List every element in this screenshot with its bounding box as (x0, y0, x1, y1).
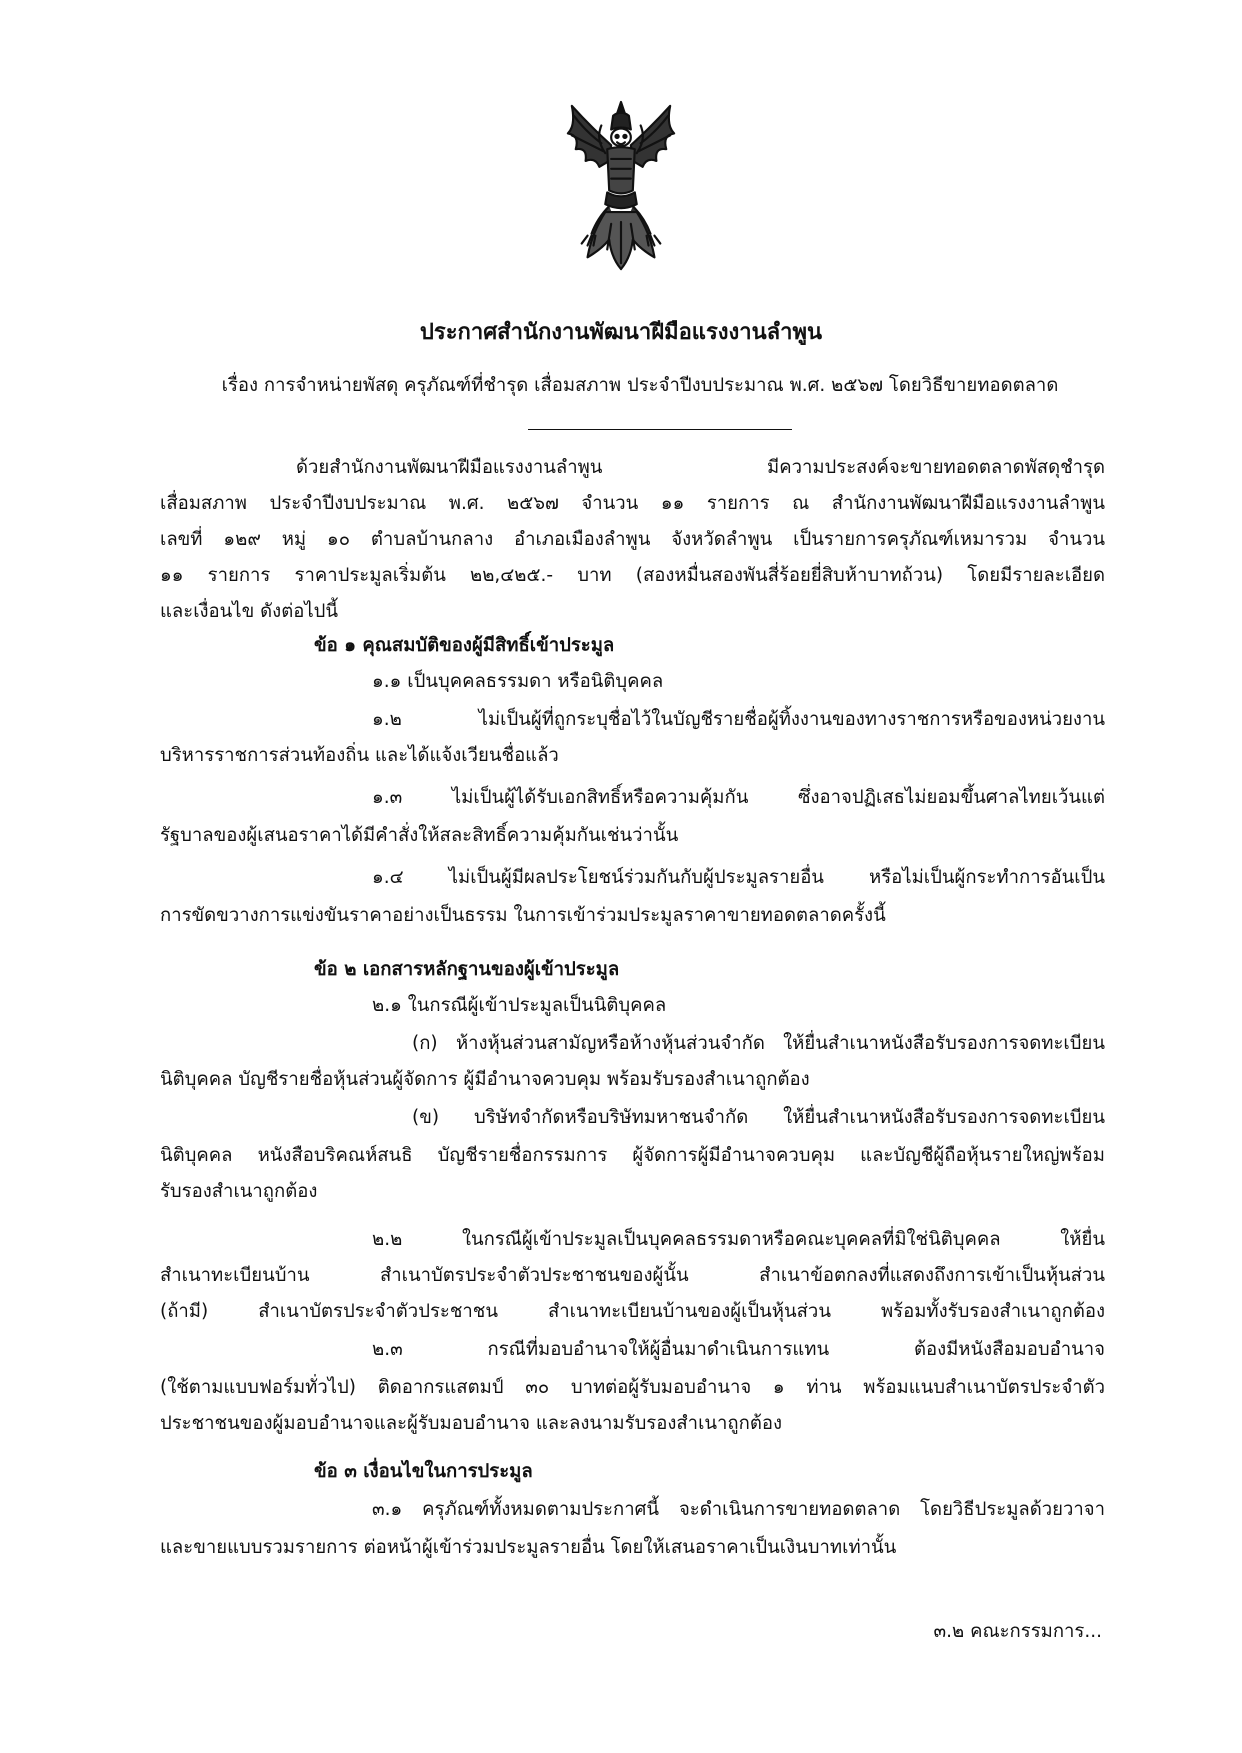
section-2-item-3-cont: ประชาชนของผู้มอบอำนาจและผู้รับมอบอำนาจ และลงนามรับรองสำเนาถูกต้อง (160, 1413, 782, 1434)
section-2-sub-b-cont: นิติบุคคล หนังสือบริคณห์สนธิ บัญชีรายชื่อกรรมการ ผู้จัดการผู้มีอำนาจควบคุม และบัญชีผู้ถือหุ้นรายใหญ่พร้อม (160, 1145, 1105, 1166)
section-1-item-4-cont: การขัดขวางการแข่งขันราคาอย่างเป็นธรรม ในการเข้าร่วมประมูลราคาขายทอดตลาดครั้งนี้ (160, 905, 886, 926)
intro-line: ด้วยสำนักงานพัฒนาฝีมือแรงงานลำพูน มีความประสงค์จะขายทอดตลาดพัสดุชำรุด (296, 457, 1105, 478)
section-2-sub-a: (ก) ห้างหุ้นส่วนสามัญหรือห้างหุ้นส่วนจำกัด ให้ยื่นสำเนาหนังสือรับรองการจดทะเบียน (412, 1033, 1105, 1054)
section-2-item-1: ๒.๑ ในกรณีผู้เข้าประมูลเป็นนิติบุคคล (372, 995, 667, 1016)
section-2-item-2-cont: สำเนาทะเบียนบ้าน สำเนาบัตรประจำตัวประชาชนของผู้นั้น สำเนาข้อตกลงที่แสดงถึงการเข้าเป็นหุ้นส่วน (160, 1265, 1105, 1286)
section-1-item-1: ๑.๑ เป็นบุคคลธรรมดา หรือนิติบุคคล (372, 671, 664, 692)
section-3-heading: ข้อ ๓ เงื่อนไขในการประมูล (314, 1461, 533, 1482)
section-1-item-2: ๑.๒ ไม่เป็นผู้ที่ถูกระบุชื่อไว้ในบัญชีรายชื่อผู้ทิ้งงานของทางราชการหรือของหน่วยงาน (372, 709, 1105, 730)
title-divider (528, 429, 792, 430)
intro-line: เสื่อมสภาพ ประจำปีงบประมาณ พ.ศ. ๒๕๖๗ จำนวน ๑๑ รายการ ณ สำนักงานพัฒนาฝีมือแรงงานลำพูน (160, 493, 1105, 514)
section-2-item-3: ๒.๓ กรณีที่มอบอำนาจให้ผู้อื่นมาดำเนินการแทน ต้องมีหนังสือมอบอำนาจ (372, 1339, 1105, 1360)
section-2-sub-a-cont: นิติบุคคล บัญชีรายชื่อหุ้นส่วนผู้จัดการ ผู้มีอำนาจควบคุม พร้อมรับรองสำเนาถูกต้อง (160, 1069, 810, 1090)
section-1-item-3-cont: รัฐบาลของผู้เสนอราคาได้มีคำสั่งให้สละสิทธิ์ความคุ้มกันเช่นว่านั้น (160, 825, 679, 846)
continuation-note: ๓.๒ คณะกรรมการ... (933, 1621, 1102, 1642)
section-2-sub-b-cont: รับรองสำเนาถูกต้อง (160, 1181, 318, 1202)
section-1-heading: ข้อ ๑ คุณสมบัติของผู้มีสิทธิ์เข้าประมูล (314, 635, 615, 656)
garuda-emblem-icon (562, 96, 680, 278)
section-2-heading: ข้อ ๒ เอกสารหลักฐานของผู้เข้าประมูล (314, 959, 620, 980)
announcement-subject: เรื่อง การจำหน่ายพัสดุ ครุภัณฑ์ที่ชำรุด เสื่อมสภาพ ประจำปีงบประมาณ พ.ศ. ๒๕๖๗ โดยวิธีขายทอดตลาด (221, 375, 1059, 396)
intro-line: เลขที่ ๑๒๙ หมู่ ๑๐ ตำบลบ้านกลาง อำเภอเมืองลำพูน จังหวัดลำพูน เป็นรายการครุภัณฑ์เหมารวม จำนวน (160, 529, 1105, 550)
section-2-item-3-cont: (ใช้ตามแบบฟอร์มทั่วไป) ติดอากรแสตมป์ ๓๐ บาทต่อผู้รับมอบอำนาจ ๑ ท่าน พร้อมแนบสำเนาบัตรประจำตัว (160, 1377, 1105, 1398)
section-2-item-2-cont: (ถ้ามี) สำเนาบัตรประจำตัวประชาชน สำเนาทะเบียนบ้านของผู้เป็นหุ้นส่วน พร้อมทั้งรับรองสำเนาถูกต้อง (160, 1301, 1105, 1322)
intro-line: และเงื่อนไข ดังต่อไปนี้ (160, 601, 339, 622)
intro-line: ๑๑ รายการ ราคาประมูลเริ่มต้น ๒๒,๔๒๕.- บาท (สองหมื่นสองพันสี่ร้อยยี่สิบห้าบาทถ้วน) โดยมีรายละเอียด (160, 565, 1105, 586)
section-2-item-2: ๒.๒ ในกรณีผู้เข้าประมูลเป็นบุคคลธรรมดาหรือคณะบุคคลที่มิใช่นิติบุคคล ให้ยื่น (372, 1229, 1105, 1250)
section-3-item-1: ๓.๑ ครุภัณฑ์ทั้งหมดตามประกาศนี้ จะดำเนินการขายทอดตลาด โดยวิธีประมูลด้วยวาจา (372, 1499, 1105, 1520)
section-1-item-3: ๑.๓ ไม่เป็นผู้ได้รับเอกสิทธิ์หรือความคุ้มกัน ซึ่งอาจปฏิเสธไม่ยอมขึ้นศาลไทยเว้นแต่ (372, 787, 1105, 808)
section-2-sub-b: (ข) บริษัทจำกัดหรือบริษัทมหาชนจำกัด ให้ยื่นสำเนาหนังสือรับรองการจดทะเบียน (412, 1107, 1105, 1128)
section-1-item-2-cont: บริหารราชการส่วนท้องถิ่น และได้แจ้งเวียนชื่อแล้ว (160, 745, 559, 766)
announcement-title: ประกาศสำนักงานพัฒนาฝีมือแรงงานลำพูน (419, 320, 823, 345)
section-3-item-1-cont: และขายแบบรวมรายการ ต่อหน้าผู้เข้าร่วมประมูลรายอื่น โดยให้เสนอราคาเป็นเงินบาทเท่านั้น (160, 1537, 897, 1558)
section-1-item-4: ๑.๔ ไม่เป็นผู้มีผลประโยชน์ร่วมกันกับผู้ประมูลรายอื่น หรือไม่เป็นผู้กระทำการอันเป็น (372, 867, 1105, 888)
